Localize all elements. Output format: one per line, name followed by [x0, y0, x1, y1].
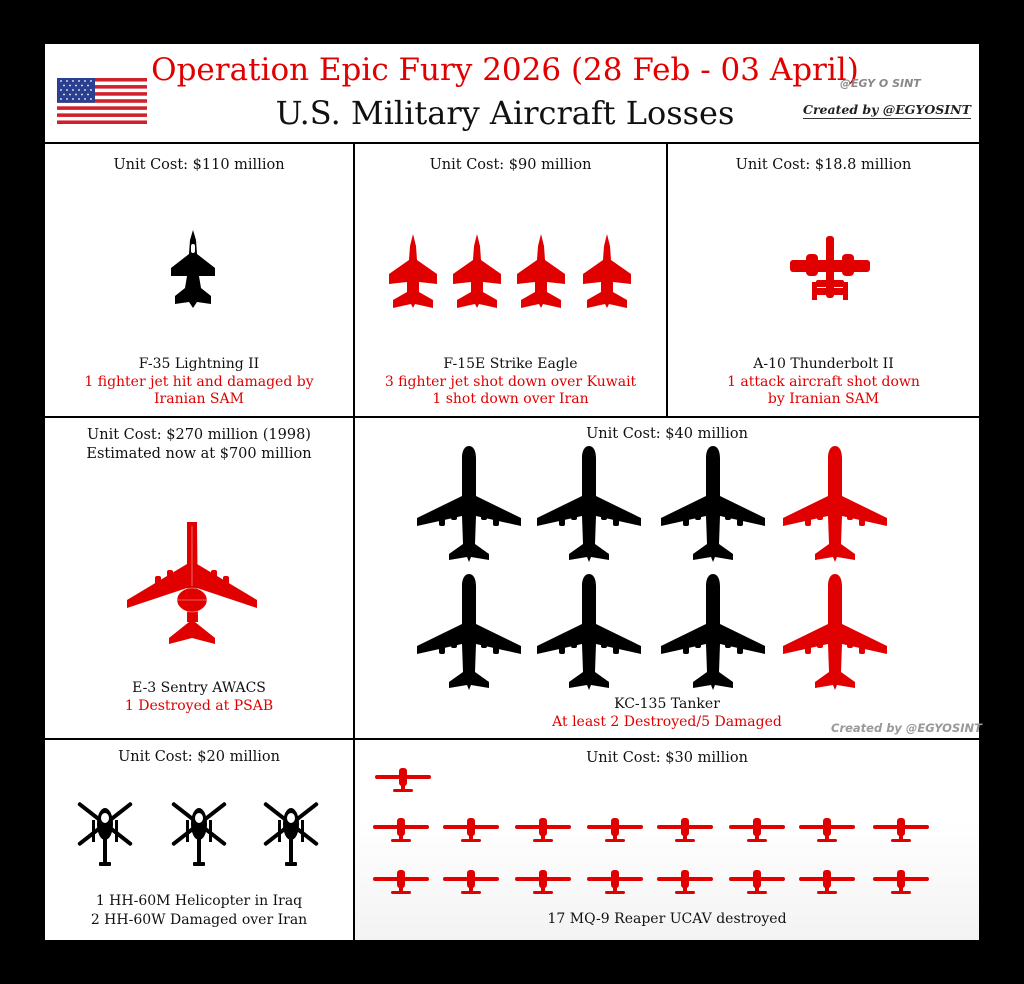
aircraft-name: E-3 Sentry AWACS: [132, 680, 266, 696]
tanker-aircraft-icon: [533, 574, 645, 690]
drone-icon: [657, 818, 713, 844]
aircraft-name: KC-135 Tanker: [614, 696, 720, 712]
drone-icon: [799, 870, 855, 896]
awacs-aircraft-icon: [127, 522, 257, 656]
loss-text: by Iranian SAM: [767, 391, 880, 407]
attack-aircraft-icon: [790, 236, 870, 306]
infographic-sheet: [45, 44, 982, 940]
fighter-jet-icon: [165, 230, 221, 308]
handle-watermark: @EGY O SINT: [840, 77, 921, 90]
tanker-aircraft-icon: [533, 446, 645, 562]
panel-f35: [45, 146, 353, 416]
drone-icon: [799, 818, 855, 844]
aircraft-name: F-15E Strike Eagle: [443, 356, 578, 372]
us-flag-icon: [57, 78, 147, 124]
drone-icon: [443, 818, 499, 844]
header: [45, 44, 979, 144]
loss-text: 2 HH-60W Damaged over Iran: [90, 912, 308, 928]
tanker-aircraft-icon: [413, 574, 525, 690]
credit-link[interactable]: Created by @EGYOSINT: [803, 102, 971, 117]
loss-text: 1 HH-60M Helicopter in Iraq: [95, 893, 303, 909]
unit-cost: Unit Cost: $40 million: [586, 426, 748, 442]
tanker-aircraft-icon: [657, 446, 769, 562]
loss-text: 1 shot down over Iran: [432, 391, 589, 407]
panel-kc135: [355, 418, 982, 738]
unit-cost: Unit Cost: $270 million (1998): [87, 427, 311, 443]
drone-icon: [373, 870, 429, 896]
drone-icon: [373, 818, 429, 844]
unit-cost: Unit Cost: $30 million: [586, 750, 748, 766]
drone-icon: [657, 870, 713, 896]
drone-icon: [515, 870, 571, 896]
page-subtitle: U.S. Military Aircraft Losses: [275, 94, 735, 132]
fighter-jet-icon: [449, 234, 505, 308]
loss-text: 1 attack aircraft shot down: [727, 374, 920, 390]
panel-e3: [45, 418, 353, 738]
loss-text: At least 2 Destroyed/5 Damaged: [552, 714, 782, 730]
unit-cost: Unit Cost: $20 million: [118, 749, 280, 765]
drone-icon: [515, 818, 571, 844]
loss-text: Iranian SAM: [154, 391, 244, 407]
unit-cost: Unit Cost: $18.8 million: [735, 157, 912, 173]
drone-icon: [375, 768, 431, 794]
tanker-aircraft-icon: [779, 574, 891, 690]
fighter-jet-icon: [513, 234, 569, 308]
fighter-jet-icon: [579, 234, 635, 308]
tanker-aircraft-icon: [413, 446, 525, 562]
credit-watermark: Created by @EGYOSINT: [831, 721, 982, 735]
drone-icon: [873, 870, 929, 896]
drone-icon: [587, 870, 643, 896]
page-title: Operation Epic Fury 2026 (28 Feb - 03 April): [151, 52, 859, 88]
drone-icon: [729, 870, 785, 896]
helicopter-icon: [167, 794, 231, 868]
panel-hh60: [45, 740, 353, 940]
aircraft-name: A-10 Thunderbolt II: [753, 356, 894, 372]
panel-a10: [668, 146, 979, 416]
panel-mq9: [355, 740, 979, 940]
loss-text: 1 fighter jet hit and damaged by: [84, 374, 314, 390]
unit-cost: Unit Cost: $90 million: [429, 157, 592, 173]
unit-cost: Estimated now at $700 million: [86, 446, 312, 462]
panel-f15e: [355, 146, 666, 416]
drone-icon: [443, 870, 499, 896]
aircraft-name: F-35 Lightning II: [138, 356, 260, 372]
drone-icon: [873, 818, 929, 844]
unit-cost: Unit Cost: $110 million: [113, 157, 285, 173]
tanker-aircraft-icon: [779, 446, 891, 562]
tanker-aircraft-icon: [657, 574, 769, 690]
loss-text: 1 Destroyed at PSAB: [124, 698, 274, 714]
fighter-jet-icon: [385, 234, 441, 308]
helicopter-icon: [73, 794, 137, 868]
helicopter-icon: [259, 794, 323, 868]
drone-icon: [587, 818, 643, 844]
drone-icon: [729, 818, 785, 844]
loss-text: 3 fighter jet shot down over Kuwait: [384, 374, 637, 390]
loss-text: 17 MQ-9 Reaper UCAV destroyed: [547, 911, 787, 927]
